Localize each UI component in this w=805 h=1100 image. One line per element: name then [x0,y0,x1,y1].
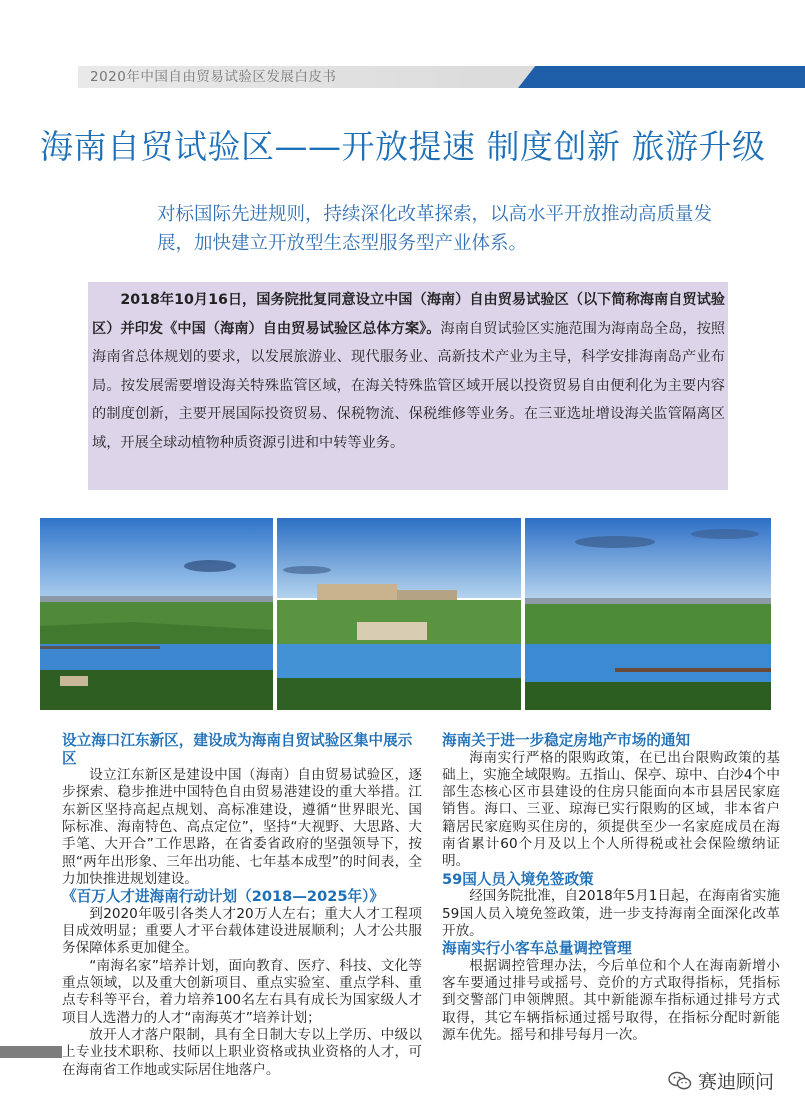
right-column [442,732,780,1044]
landscape-photo-3 [525,518,771,710]
section-heading-visa: 59国人员入境免签政策 [442,870,594,888]
paragraph-talent-goals: 到2020年吸引各类人才20万人左右；重大人才工程项目成效明显；重要人才平台载体建设进展顺利；人才公共服务保障体系更加健全。 [62,905,422,957]
intro-bold-lead: 2018年10月16日，国务院批复同意设立中国（海南）自由贸易试验区（以下简称海南自贸试验区）并印发《中国（海南）自由贸易试验区总体方案》。 [92,292,725,337]
left-column [62,732,422,1079]
header-accent-stripe [518,66,805,88]
watermark-text: 赛迪顾问 [698,1071,775,1093]
paragraph-jiangdong: 设立江东新区是建设中国（海南）自由贸易试验区，逐步探索、稳步推进中国特色自由贸易港建设的重大举措。江东新区坚持高起点规划、高标准建设，遵循“世界眼光、国际标准、海南特色、高点定位”，坚持“大视野、大思路、大手笔、大开合”工作思路，在省委省政府的坚强领导下，按照“两年出形象、三年出功能、七年基本成型”的时间表，全力加快推进规划建设。 [62,767,422,887]
header-title: 2020年中国自由贸易试验区发展白皮书 [90,69,337,85]
paragraph-visa: 经国务院批准，自2018年5月1日起，在海南省实施59国人员入境免签政策，进一步支持海南全面深化改革开放。 [442,888,780,939]
section-heading-talent-plan: 《百万人才进海南行动计划（2018—2025年）》 [62,888,385,906]
section-heading-car-control: 海南实行小客车总量调控管理 [442,940,632,958]
paragraph-talent-settlement: 放开人才落户限制，具有全日制大专以上学历、中级以上专业技术职称、技师以上职业资格或执业资格的人才，可在海南省工作地或实际居住地落户。 [62,1026,422,1078]
intro-body: 海南自贸试验区实施范围为海南岛全岛，按照海南省总体规划的要求，以发展旅游业、现代服务业、高新技术产业为主导，科学安排海南岛产业布局。按发展需要增设海关特殊监管区域，在海关特殊监管区域开展以投资贸易自由便利化为主要内容的制度创新，主要开展国际投资贸易、保税物流、保税维修等业务。在三亚选址增设海关监管隔离区域，开展全球动植物种质资源引进和中转等业务。 [92,320,725,451]
intro-paragraph [92,286,725,457]
page-subtitle: 对标国际先进规则，持续深化改革探索，以高水平开放推动高质量发展，加快建立开放型生态型服务型产业体系。 [157,204,713,254]
wechat-icon [668,1071,692,1091]
page-title: 海南自贸试验区——开放提速 制度创新 旅游升级 [40,127,766,166]
paragraph-car-control: 根据调控管理办法，今后单位和个人在海南新增小客车要通过排号或摇号、竞价的方式取得指标，凭指标到交警部门申领牌照。其中新能源车指标通过排号方式取得，其它车辆指标通过摇号取得，在指标分配时新能源车优先。摇号和排号每月一次。 [442,957,780,1043]
paragraph-talent-training: “南海名家”培养计划，面向教育、医疗、科技、文化等重点领域，以及重大创新项目、重点实验室、重点学科、重点专科等平台，着力培养100名左右具有成长为国家级人才项目人选潜力的人才“南海英才”培养计划； [62,957,422,1026]
landscape-photo-1 [40,518,273,710]
section-heading-jiangdong: 设立海口江东新区，建设成为海南自贸试验区集中展示区 [62,732,413,767]
footer-gray-bar [0,1046,62,1058]
section-heading-housing: 海南关于进一步稳定房地产市场的通知 [442,732,691,749]
watermark [668,1067,774,1094]
paragraph-housing: 海南实行严格的限购政策，在已出台限购政策的基础上，实施全域限购。五指山、保亭、琼中、白沙4个中部生态核心区市县建设的住房只能面向本市县居民家庭销售。海口、三亚、琼海已实行限购的区域，非本省户籍居民家庭购买住房的，须提供至少一名家庭成员在海南省累计60个月及以上个人所得税或社会保险缴纳证明。 [442,749,780,870]
landscape-photo-2 [277,518,521,710]
